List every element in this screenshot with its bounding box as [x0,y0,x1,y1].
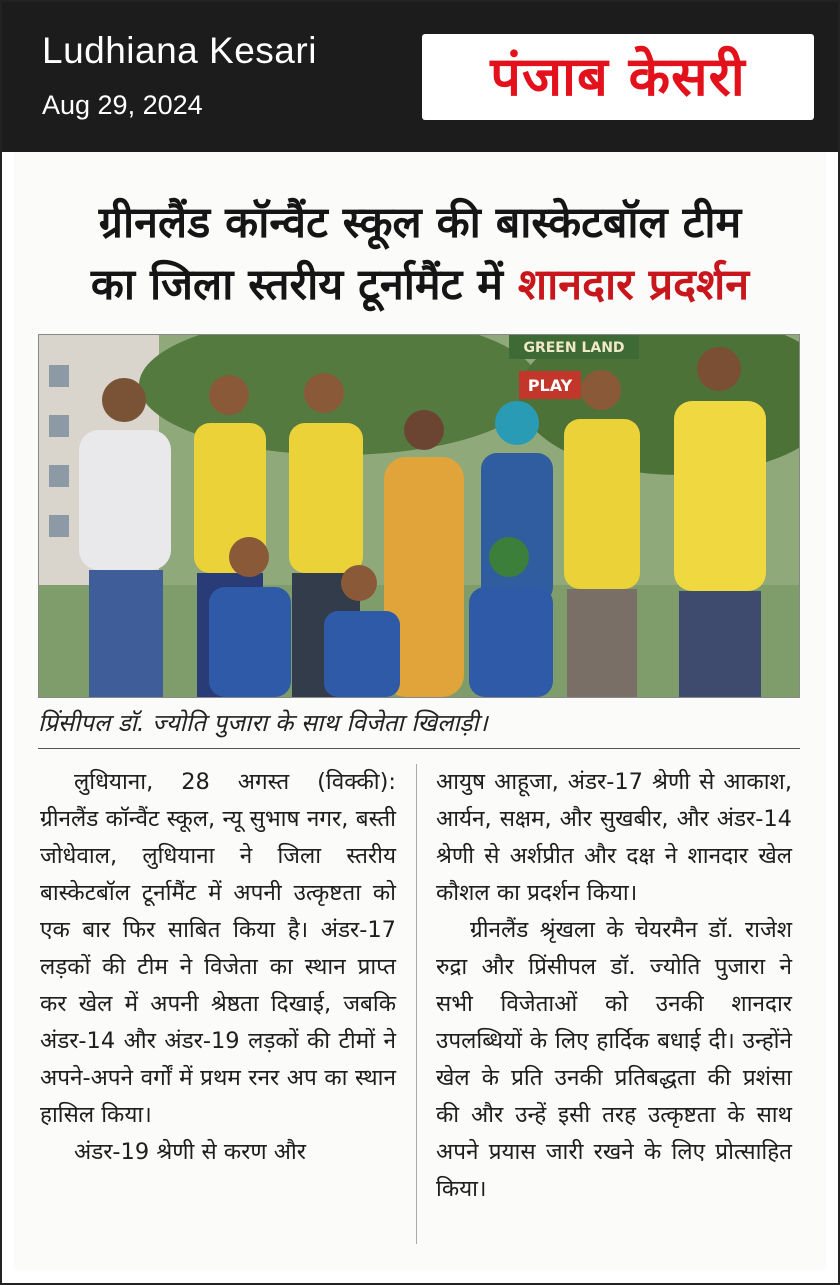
photo-caption: प्रिंसीपल डॉ. ज्योति पुजारा के साथ विजेता खिलाड़ी। [38,709,488,737]
team-photo-illustration [39,335,799,697]
article-headline [22,192,818,316]
paragraph: अंडर-19 श्रेणी से करण और [74,1139,306,1165]
paragraph: आयुष आहूजा, अंडर-17 श्रेणी से आकाश, आर्यन, सक्षम, और सुखबीर, और अंडर-14 श्रेणी से अर्शप्रीत और दक्ष ने शानदार खेल कौशल का प्रदर्शन किया। [436,769,792,906]
article-page [14,152,826,1270]
article-column-right [436,764,792,1208]
column-divider [416,764,417,1244]
publication-date: Aug 29, 2024 [42,90,203,120]
headline-line-1: ग्रीनलैंड कॉन्वैंट स्कूल की बास्केटबॉल टीम [98,198,742,248]
newspaper-logo [422,34,814,120]
clipped-previous-text [34,154,554,164]
headline-line-2-accent: शानदार प्रदर्शन [517,260,750,310]
caption-rule [38,748,800,749]
article-column-left [40,764,396,1171]
sign-green-land: GREEN LAND [523,340,625,356]
header-bar [2,2,838,152]
paragraph: लुधियाना, 28 अगस्त (विक्की): ग्रीनलैंड कॉन्वैंट स्कूल, न्यू सुभाष नगर, बस्ती जोधेवाल, लुधियाना ने जिला स्तरीय बास्केटबॉल टूर्नामैंट में अपनी उत्कृष्टता को एक बार फिर साबित किया है। अंडर-17 लड़कों की टीम ने विजेता का स्थान प्राप्त कर खेल में अपनी श्रेष्ठता दिखाई, जबकि अंडर-14 और अंडर-19 लड़कों की टीमों ने अपने-अपने वर्गों में प्रथम रनर अप का स्थान हासिल किया। [40,769,396,1128]
headline-line-2 [22,254,818,316]
paragraph: ग्रीनलैंड श्रृंखला के चेयरमैन डॉ. राजेश रुद्रा और प्रिंसीपल डॉ. ज्योति पुजारा ने सभी विजेताओं को उनकी शानदार उपलब्धियों के लिए हार्दिक बधाई दी। उन्होंने खेल के प्रति उनकी प्रतिबद्धता की प्रशंसा की और उन्हें इसी तरह उत्कृष्टता के साथ अपने प्रयास जारी रखने के लिए प्रोत्साहित किया। [436,917,792,1202]
newspaper-logo-text: पंजाब केसरी [490,45,746,108]
edition-name: Ludhiana Kesari [42,30,317,71]
headline-line-2-plain: का जिला स्तरीय टूर्नामैंट में [90,260,503,310]
sign-play: PLAY [527,376,573,395]
team-photo [38,334,800,698]
